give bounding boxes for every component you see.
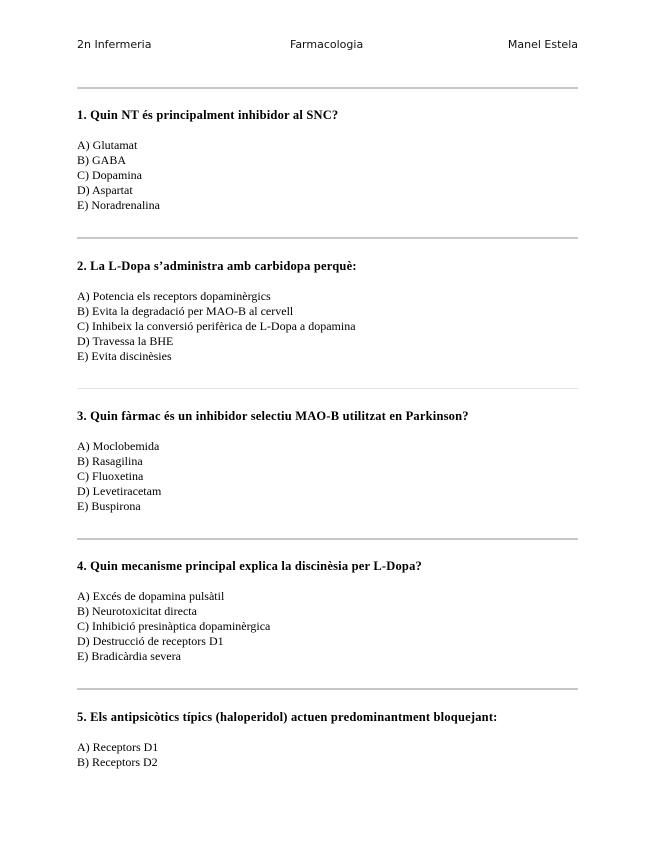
answer-options (77, 138, 578, 213)
question-title: 1. Quin NT és principalment inhibidor al SNC? (77, 108, 339, 122)
divider (77, 538, 578, 540)
answer-option: C) Dopamina (77, 167, 142, 182)
answer-option: B) Rasagilina (77, 453, 143, 468)
answer-option: C) Inhibició presinàptica dopaminèrgica (77, 618, 271, 633)
header-course: 2n Infermeria (77, 38, 152, 51)
question-4 (77, 559, 578, 664)
answer-option: A) Receptors D1 (77, 740, 159, 754)
divider (77, 688, 578, 690)
divider (77, 388, 578, 389)
answer-options (77, 589, 578, 664)
answer-option: D) Destrucció de receptors D1 (77, 633, 224, 648)
question-1 (77, 108, 578, 213)
answer-option: E) Evita discinèsies (77, 348, 172, 363)
answer-option: E) Bradicàrdia severa (77, 648, 181, 663)
answer-option: B) GABA (77, 152, 127, 167)
divider (77, 237, 578, 239)
question-title: 5. Els antipsicòtics típics (haloperidol) actuen predominantment bloquejant: (77, 710, 498, 724)
answer-option: C) Fluoxetina (77, 468, 144, 483)
answer-option: B) Neurotoxicitat directa (77, 603, 197, 618)
answer-option: D) Levetiracetam (77, 483, 162, 498)
answer-option: D) Travessa la BHE (77, 333, 174, 348)
answer-option: E) Noradrenalina (77, 197, 160, 212)
question-title: 2. La L-Dopa s’administra amb carbidopa perquè: (77, 259, 357, 273)
question-title: 4. Quin mecanisme principal explica la discinèsia per L-Dopa? (77, 559, 422, 573)
answer-option: D) Aspartat (77, 182, 133, 197)
header-subject: Farmacologia (290, 38, 364, 51)
question-title: 3. Quin fàrmac és un inhibidor selectiu MAO-B utilitzat en Parkinson? (77, 409, 469, 423)
answer-option: A) Glutamat (77, 138, 138, 152)
answer-option: A) Moclobemida (77, 439, 160, 453)
answer-option: B) Evita la degradació per MAO-B al cervell (77, 303, 294, 318)
header-author: Manel Estela (507, 38, 578, 51)
question-5 (77, 710, 578, 770)
answer-option: A) Excés de dopamina pulsàtil (77, 589, 225, 603)
page-header (77, 38, 578, 54)
question-3 (77, 409, 578, 514)
answer-options (77, 289, 578, 364)
answer-option: C) Inhibeix la conversió perifèrica de L-Dopa a dopamina (77, 318, 356, 333)
answer-options (77, 439, 578, 514)
question-2 (77, 259, 578, 364)
answer-option: E) Buspirona (77, 498, 141, 513)
answer-option: A) Potencia els receptors dopaminèrgics (77, 289, 271, 303)
divider (77, 87, 578, 89)
answer-option: B) Receptors D2 (77, 754, 158, 769)
answer-options (77, 740, 578, 770)
